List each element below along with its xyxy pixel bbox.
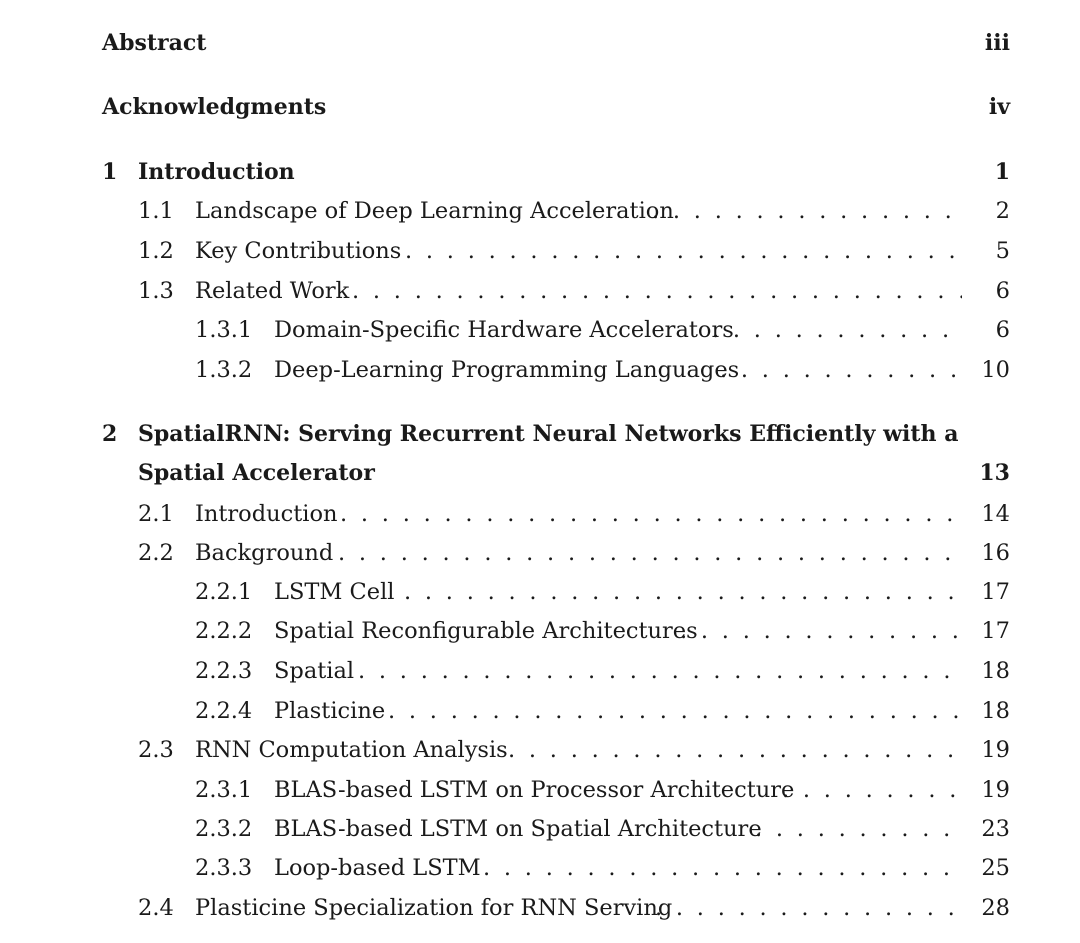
dot-leader — [404, 572, 962, 612]
subsection-number: 2.3.3 — [195, 855, 253, 881]
section-title: Key Contributions — [195, 238, 402, 264]
subsection-number: 2.2.4 — [195, 698, 253, 724]
section-page: 2 — [995, 198, 1010, 224]
dot-leader — [483, 848, 962, 888]
section-page: 16 — [981, 540, 1010, 566]
dot-leader — [340, 494, 962, 534]
subsection-title: Domain-Specific Hardware Accelerators — [274, 317, 734, 343]
toc-subsection-2-2-2[interactable] — [0, 611, 1080, 651]
subsection-page: 23 — [981, 816, 1010, 842]
section-number: 1.1 — [138, 198, 174, 224]
chapter-page: 13 — [979, 460, 1010, 486]
subsection-title: BLAS-based LSTM on Processor Architecture — [274, 777, 795, 803]
subsection-page: 10 — [981, 357, 1010, 383]
toc-subsection-1-3-1[interactable] — [0, 310, 1080, 350]
subsection-number: 2.2.2 — [195, 618, 253, 644]
toc-subsection-2-2-1[interactable] — [0, 572, 1080, 612]
subsection-title: LSTM Cell — [274, 579, 395, 605]
dot-leader — [388, 691, 962, 731]
toc-entry-acknowledgments[interactable] — [0, 87, 1080, 127]
toc-chapter-2-continued[interactable] — [0, 453, 1080, 493]
subsection-number: 2.3.2 — [195, 816, 253, 842]
toc-section-2-1[interactable] — [0, 494, 1080, 534]
subsection-number: 2.2.3 — [195, 658, 253, 684]
section-title: Landscape of Deep Learning Acceleration — [195, 198, 674, 224]
toc-section-2-4[interactable] — [0, 888, 1080, 928]
subsection-title: BLAS-based LSTM on Spatial Architecture — [274, 816, 762, 842]
toc-section-1-2[interactable] — [0, 231, 1080, 271]
chapter-title-line-1: SpatialRNN: Serving Recurrent Neural Networks Efficiently with a — [138, 421, 959, 447]
section-page: 19 — [981, 737, 1010, 763]
subsection-page: 6 — [995, 317, 1010, 343]
toc-subsection-2-3-3[interactable] — [0, 848, 1080, 888]
toc-entry-title: Abstract — [102, 30, 207, 56]
subsection-title: Loop-based LSTM — [274, 855, 481, 881]
subsection-title: Spatial — [274, 658, 355, 684]
chapter-number: 1 — [102, 159, 118, 185]
subsection-number: 2.3.1 — [195, 777, 253, 803]
dot-leader — [652, 191, 962, 231]
section-page: 6 — [995, 278, 1010, 304]
dot-leader — [338, 533, 962, 573]
toc-subsection-2-3-1[interactable] — [0, 770, 1080, 810]
section-number: 2.1 — [138, 501, 174, 527]
subsection-page: 19 — [981, 777, 1010, 803]
toc-section-1-3[interactable] — [0, 271, 1080, 311]
toc-section-1-1[interactable] — [0, 191, 1080, 231]
chapter-title-line-2: Spatial Accelerator — [138, 460, 375, 486]
chapter-number: 2 — [102, 421, 118, 447]
toc-subsection-2-2-3[interactable] — [0, 651, 1080, 691]
dot-leader — [782, 770, 962, 810]
subsection-page: 25 — [981, 855, 1010, 881]
toc-subsection-2-3-2[interactable] — [0, 809, 1080, 849]
section-title: Background — [195, 540, 334, 566]
chapter-page: 1 — [994, 159, 1010, 185]
toc-subsection-1-3-2[interactable] — [0, 350, 1080, 390]
section-number: 2.4 — [138, 895, 174, 921]
section-page: 14 — [981, 501, 1010, 527]
subsection-title: Deep-Learning Programming Languages — [274, 357, 740, 383]
subsection-title: Plasticine — [274, 698, 386, 724]
section-number: 2.3 — [138, 737, 174, 763]
toc-entry-page: iii — [984, 30, 1010, 56]
section-page: 28 — [981, 895, 1010, 921]
toc-chapter-2[interactable] — [0, 414, 1080, 454]
subsection-number: 2.2.1 — [195, 579, 253, 605]
section-title: Plasticine Specialization for RNN Serving — [195, 895, 673, 921]
dot-leader — [508, 730, 962, 770]
subsection-page: 17 — [981, 579, 1010, 605]
section-number: 2.2 — [138, 540, 174, 566]
dot-leader — [358, 651, 962, 691]
toc-section-2-2[interactable] — [0, 533, 1080, 573]
toc-subsection-2-2-4[interactable] — [0, 691, 1080, 731]
subsection-title: Spatial Reconfigurable Architectures — [274, 618, 698, 644]
dot-leader — [405, 231, 962, 271]
toc-entry-abstract[interactable] — [0, 23, 1080, 63]
subsection-number: 1.3.1 — [195, 317, 253, 343]
toc-chapter-1[interactable] — [0, 152, 1080, 192]
subsection-number: 1.3.2 — [195, 357, 253, 383]
dot-leader — [352, 271, 962, 311]
dot-leader — [755, 809, 962, 849]
dot-leader — [720, 350, 962, 390]
section-number: 1.2 — [138, 238, 174, 264]
dot-leader — [680, 611, 962, 651]
dot-leader — [655, 888, 962, 928]
section-title: Introduction — [195, 501, 338, 527]
section-title: Related Work — [195, 278, 350, 304]
dot-leader — [712, 310, 962, 350]
toc-entry-page: iv — [988, 94, 1010, 120]
section-number: 1.3 — [138, 278, 174, 304]
subsection-page: 18 — [981, 658, 1010, 684]
toc-section-2-3[interactable] — [0, 730, 1080, 770]
section-page: 5 — [995, 238, 1010, 264]
chapter-title: Introduction — [138, 159, 295, 185]
subsection-page: 18 — [981, 698, 1010, 724]
subsection-page: 17 — [981, 618, 1010, 644]
toc-entry-title: Acknowledgments — [102, 94, 327, 120]
section-title: RNN Computation Analysis — [195, 737, 508, 763]
